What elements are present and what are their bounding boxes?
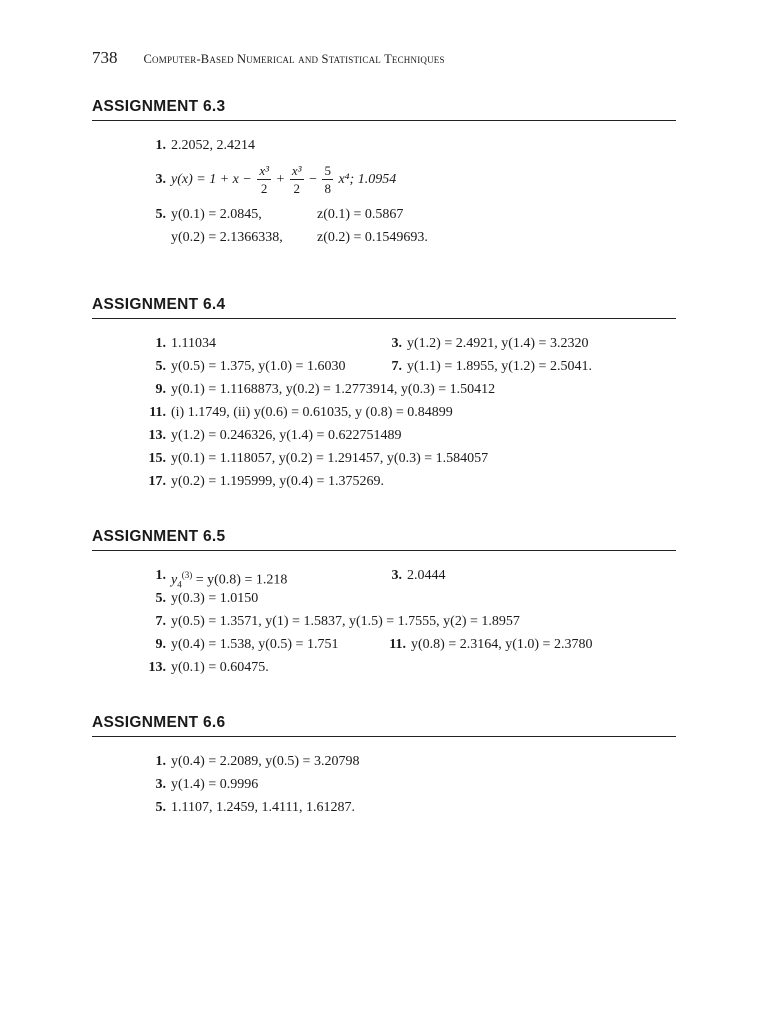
answer-number: 1. [155,138,166,153]
answer-text: y(0.1) = 0.60475. [171,660,269,675]
answer-3 [92,157,676,203]
answer-text: y(0.2) = 2.1366338, [171,230,283,245]
answer-text: y(0.5) = 1.375, y(1.0) = 1.6030 [171,359,346,374]
answer-text: y(0.4) = 1.538, y(0.5) = 1.751 [171,637,339,652]
answer-text: y(1.1) = 1.8955, y(1.2) = 2.5041. [407,359,592,374]
answer-number: 1. [155,336,166,351]
plus-sign: + [276,172,285,187]
answer-text: z(0.1) = 0.5867 [317,207,404,222]
answer-17 [92,470,676,493]
answer-number: 1. [155,754,166,769]
answer-15 [92,447,676,470]
answer-text: y(0.1) = 1.118057, y(0.2) = 1.291457, y(0.3) = 1.584057 [171,451,489,466]
answer-number: 5. [155,591,166,606]
answer-text: 1.11034 [171,336,216,351]
formula-prefix: y(x) = 1 + x − [171,172,252,187]
fraction-numerator: x³ [291,163,302,179]
fraction-numerator: 5 [324,163,331,179]
section-title: ASSIGNMENT 6.4 [92,296,676,319]
answer-5 [92,796,676,819]
answer-5 [92,355,676,378]
answer-3 [92,773,676,796]
running-header [92,48,676,68]
answer-text: y(0.5) = 1.3571, y(1) = 1.5837, y(1.5) = 1.7555, y(2) = 1.8957 [171,614,520,629]
answer-text: 2.2052, 2.4214 [171,138,255,153]
answer-9 [92,378,676,401]
y-symbol: y [171,572,178,588]
answer-1 [92,564,676,590]
fraction-numerator: x³ [259,163,269,179]
fraction-denominator: 2 [260,181,268,197]
answer-5 [92,203,676,226]
section-title: ASSIGNMENT 6.6 [92,714,676,737]
fraction-2 [290,164,304,195]
answer-text: 1.1107, 1.2459, 1.4111, 1.61287. [171,800,355,815]
minus-sign: − [309,172,317,187]
section-title: ASSIGNMENT 6.3 [92,98,676,121]
answer-5-line-2 [92,226,676,249]
answer-text: 2.0444 [407,568,446,583]
answer-13 [92,424,676,447]
answer-7 [92,610,676,633]
book-title: Computer-Based Numerical and Statistical Techniques [143,52,445,66]
answer-number: 3. [391,336,402,351]
answer-value: = y(0.8) = 1.218 [195,572,288,588]
answer-text: y(1.4) = 0.9996 [171,777,259,792]
answer-number: 3. [155,777,166,792]
answer-text: y(0.2) = 1.195999, y(0.4) = 1.375269. [171,474,384,489]
fraction-1 [257,164,271,195]
answer-text: y(1.2) = 2.4921, y(1.4) = 3.2320 [407,336,589,351]
answer-text: y(1.2) = 0.246326, y(1.4) = 0.622751489 [171,428,402,443]
answer-number: 11. [149,405,166,420]
fraction-denominator: 8 [324,181,331,197]
section-title: ASSIGNMENT 6.5 [92,528,676,551]
answer-5 [92,587,676,610]
answer-text: y(0.4) = 2.2089, y(0.5) = 3.20798 [171,754,360,769]
subscript: 4 [177,579,182,590]
answer-number: 17. [148,474,166,489]
answer-text: z(0.2) = 0.1549693. [317,230,428,245]
assignment-6-3 [92,98,676,249]
answer-1 [92,134,676,157]
answer-number: 7. [155,614,166,629]
answer-number: 1. [155,568,166,583]
answer-formula [171,157,396,203]
superscript: (3) [181,570,193,580]
assignment-6-5 [92,528,676,679]
answer-number: 7. [391,359,402,374]
answer-number: 5. [155,207,166,222]
answer-number: 3. [391,568,402,583]
answer-9 [92,633,676,656]
answer-text: y(0.8) = 2.3164, y(1.0) = 2.3780 [411,637,593,652]
answer-text: y(0.3) = 1.0150 [171,591,259,606]
answer-13 [92,656,676,679]
assignment-6-6 [92,714,676,819]
answer-number: 9. [155,637,166,652]
assignment-6-4 [92,296,676,493]
answer-number: 3. [155,172,166,187]
answer-number: 5. [155,800,166,815]
answer-11 [92,401,676,424]
answer-number: 9. [155,382,166,397]
answer-text: y(0.1) = 2.0845, [171,207,262,222]
answer-number: 13. [148,428,166,443]
answer-number: 11. [389,637,406,652]
answer-text: y(0.1) = 1.1168873, y(0.2) = 1.2773914, y(0.3) = 1.50412 [171,382,496,397]
page-number: 738 [92,48,118,67]
fraction-3 [322,164,333,195]
answer-number: 15. [148,451,166,466]
answer-1 [92,750,676,773]
formula-suffix: x⁴; 1.0954 [338,172,397,187]
answer-number: 13. [148,660,166,675]
fraction-denominator: 2 [293,181,300,197]
answer-1 [92,332,676,355]
answer-number: 5. [155,359,166,374]
answer-text: (i) 1.1749, (ii) y(0.6) = 0.61035, y (0.8) = 0.84899 [171,405,453,420]
